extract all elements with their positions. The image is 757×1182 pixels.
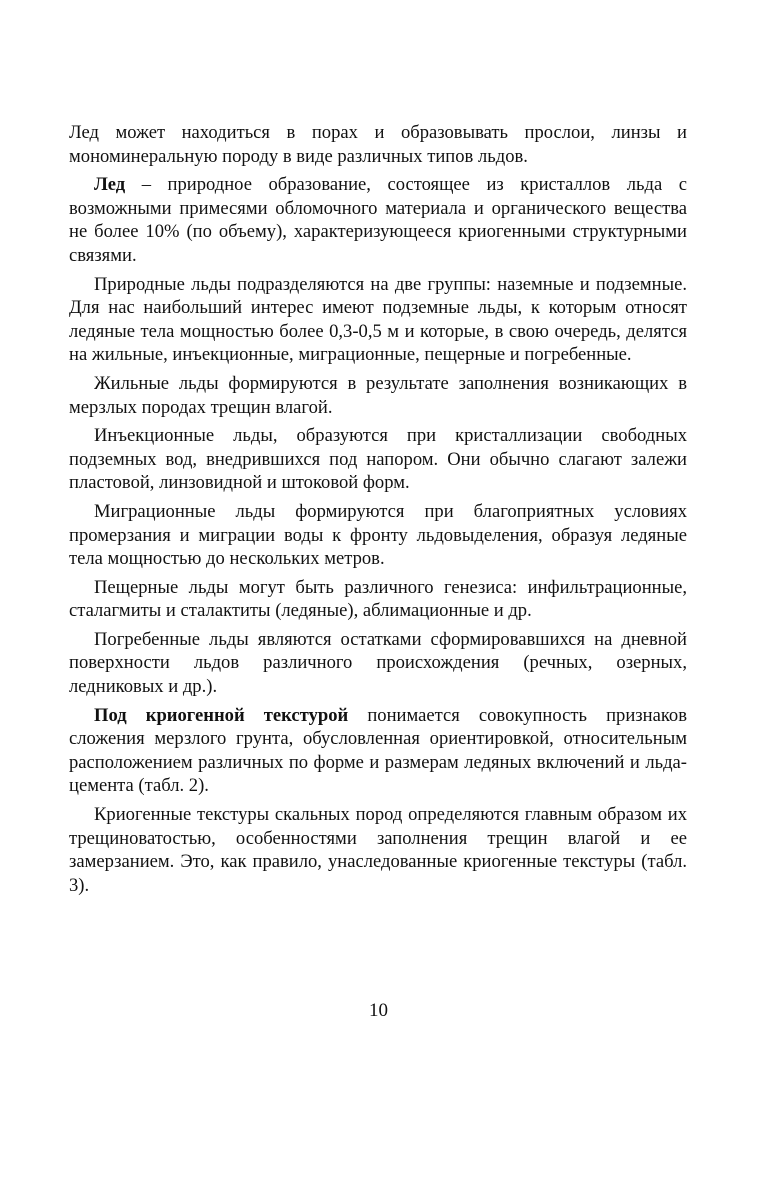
term-ice: Лед (94, 174, 126, 196)
paragraph-buried-ice (69, 628, 687, 699)
paragraph-natural-ice-groups (69, 273, 687, 367)
paragraph-text: понимается совокупность признаков сложения мерзлого грунта, обусловленная ориентировкой, относительным расположением различных по форме и размерам ледяных включений и льда-цемента (табл. 2). (69, 704, 687, 797)
paragraph-ice-definition (69, 173, 687, 267)
paragraph-injection-ice (69, 424, 687, 495)
page-number: 10 (369, 1000, 388, 1021)
paragraph-rock-textures (69, 803, 687, 897)
paragraph-text: – природное образование, состоящее из кристаллов льда с возможными примесями обломочного материала и органического вещества не более 10% (по объему), характеризующееся криогенными структурными связями. (69, 174, 687, 266)
paragraph-cryogenic-texture (69, 704, 687, 798)
paragraph-text: Пещерные льды могут быть различного генезиса: инфильтрационные, сталагмиты и сталактиты (ледяные), аблимационные и др. (69, 576, 687, 622)
paragraph-text: Погребенные льды являются остатками сформировавшихся на дневной поверхности льдов различного происхождения (речных, озерных, ледниковых и др.). (69, 628, 687, 698)
paragraph-migration-ice (69, 500, 687, 571)
paragraph-text: Жильные льды формируются в результате заполнения возникающих в мерзлых породах трещин влагой. (69, 372, 687, 418)
document-body (69, 121, 687, 902)
paragraph-text: Криогенные текстуры скальных пород определяются главным образом их трещиноватостью, особенностями заполнения трещин влагой и ее замерзанием. Это, как правило, унаследованные криогенные текстуры (табл. 3). (69, 804, 687, 896)
paragraph-text: Лед может находиться в порах и образовывать прослои, линзы и мономинеральную породу в виде различных типов льдов. (69, 122, 687, 167)
paragraph-ice-forms (69, 121, 687, 168)
term-cryogenic-texture: Под криогенной текстурой (94, 704, 349, 726)
paragraph-cave-ice (69, 576, 687, 623)
paragraph-text: Миграционные льды формируются при благоприятных условиях промерзания и миграции воды к фронту льдовыделения, образуя ледяные тела мощностью до нескольких метров. (69, 500, 687, 570)
paragraph-vein-ice (69, 372, 687, 419)
paragraph-text: Природные льды подразделяются на две группы: наземные и подземные. Для нас наибольший интерес имеют подземные льды, к которым относят ледяные тела мощностью более 0,3-0,5 м и которые, в свою очередь, делятся на жильные, инъекционные, миграционные, пещерные и погребенные. (69, 273, 687, 366)
paragraph-text: Инъекционные льды, образуются при кристаллизации свободных подземных вод, внедрившихся под напором. Они обычно слагают залежи пластовой, линзовидной и штоковой форм. (69, 425, 687, 494)
